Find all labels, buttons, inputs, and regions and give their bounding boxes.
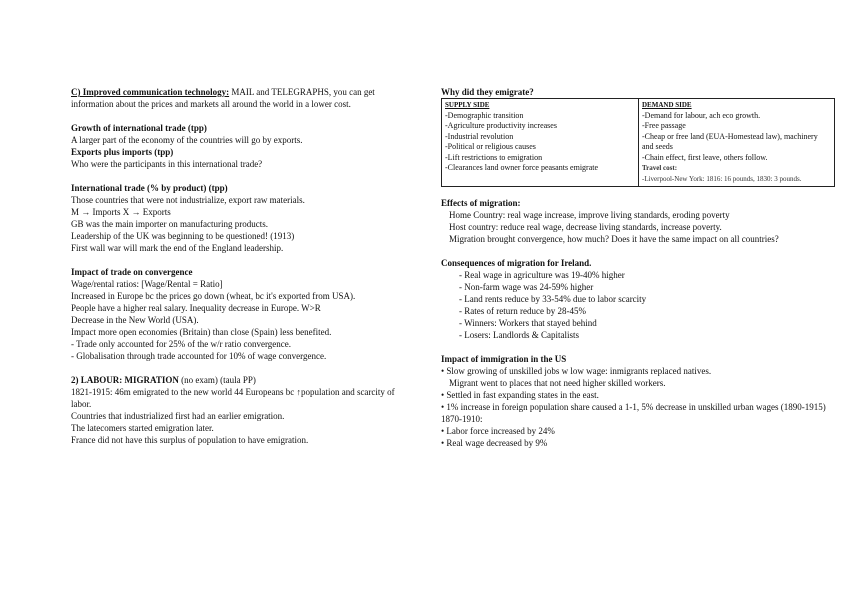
intl-trade-line: Leadership of the UK was beginning to be questioned! (1913) [71,231,295,241]
labour-text: 1821-1915: 46m emigrated to the new world 44 Europeans bc ↑population and scarcity of labor. [71,387,395,409]
effects-line: Home Country: real wage increase, improve living standards, eroding poverty [449,210,730,220]
ireland-item: - Losers: Landlords & Capitalists [459,330,579,340]
intl-trade-title: International trade (% by product) (tpp) [71,183,228,193]
emigration-table [441,98,835,187]
us-bullet-continuation: Migrant went to places that not need higher skilled workers. [449,378,666,388]
ireland-item: - Winners: Workers that stayed behind [459,318,597,328]
supply-item: -Agriculture productivity increases [445,121,557,130]
intl-trade-line: First wall war will mark the end of the England leadership. [71,243,284,253]
ireland-title: Consequences of migration for Ireland. [441,258,592,268]
effects-line: Host country: reduce real wage, decrease living standards, increase poverty. [449,222,722,232]
labour-line: The latecomers started emigration later. [71,423,214,433]
intl-trade-section [71,182,416,254]
convergence-line: - Globalisation through trade accounted for 10% of wage convergence. [71,351,327,361]
ireland-item: - Non-farm wage was 24-59% higher [459,282,594,292]
convergence-line: Increased in Europe bc the prices go down (wheat, bc it's exported from USA). [71,291,356,301]
right-column [441,86,836,461]
intl-trade-line: M → Imports X → Exports [71,207,171,217]
us-bullet: • 1% increase in foreign population share caused a 1-1, 5% decrease in unskilled urban wages (1890-1915) [441,401,836,413]
labour-title: 2) LABOUR: MIGRATION [71,375,179,385]
intl-trade-line: GB was the main importer on manufacturing products. [71,219,268,229]
labour-line: France did not have this surplus of population to have emigration. [71,435,309,445]
communication-title: C) Improved communication technology: [71,87,230,97]
demand-side-cell [639,99,835,187]
supply-item: -Lift restrictions to emigration [445,152,543,162]
supply-item: -Industrial revolution [445,131,514,141]
convergence-line: People have a higher real salary. Inequality decrease in Europe. W>R [71,303,321,313]
us-bullet: • Settled in fast expanding states in the east. [441,389,836,401]
effects-line: Migration brought convergence, how much? Does it have the same impact on all countries? [449,234,779,244]
demand-item: -Chain effect, first leave, others follow. [642,152,768,162]
convergence-title: Impact of trade on convergence [71,267,193,277]
labour-line: Countries that industrialized first had an earlier emigration. [71,411,285,421]
demand-item: -Free passage [642,121,686,130]
convergence-line: Decrease in the New World (USA). [71,315,199,325]
ireland-section [441,257,836,341]
us-year: 1870-1910: [441,414,483,424]
supply-item: -Clearances land owner force peasants emigrate [445,163,599,172]
travel-cost-text: -Liverpool-New York: 1816: 16 pounds, 1830: 3 pounds. [642,174,802,183]
ireland-item: - Land rents reduce by 33-54% due to labor scarcity [459,294,647,304]
us-bullet: • Slow growing of unskilled jobs w low wage: inmigrants replaced natives. [441,365,836,377]
supply-item: -Political or religious causes [445,142,536,151]
communication-text: MAIL and TELEGRAPHS, you can get information about the prices and markets all around the world in a lower cost. [71,87,375,109]
us-bullet: • Labor force increased by 24% [441,425,836,437]
effects-title: Effects of migration: [441,198,521,208]
ireland-item: - Rates of return reduce by 28-45% [459,306,586,316]
convergence-line: - Trade only accounted for 25% of the w/r ratio convergence. [71,339,292,349]
labour-subtitle: (no exam) (taula PP) [178,375,256,385]
communication-section [71,86,416,110]
supply-side-cell [442,99,639,187]
convergence-line: Wage/rental ratios: [Wage/Rental = Ratio] [71,279,223,289]
travel-cost-label: Travel cost: [642,164,678,172]
effects-section [441,197,836,245]
left-column [71,86,416,458]
us-bullet: • Real wage decreased by 9% [441,437,836,449]
labour-section [71,374,416,446]
intl-trade-line: Those countries that were not industrialize, export raw materials. [71,195,305,205]
growth-section [71,122,416,170]
us-immigration-section [441,353,836,449]
supply-side-header: SUPPLY SIDE [445,101,490,109]
growth-title: Growth of international trade (tpp) [71,123,207,133]
demand-item: -Cheap or free land (EUA-Homestead law), machinery and seeds [642,131,818,151]
us-immigration-title: Impact of immigration in the US [441,354,567,364]
why-emigrate-title: Why did they emigrate? [441,87,534,97]
growth-line: A larger part of the economy of the countries will go by exports. [71,135,303,145]
demand-item: -Demand for labour, ach eco growth. [642,110,761,120]
ireland-item: - Real wage in agriculture was 19-40% higher [459,270,625,280]
growth-line: Who were the participants in this international trade? [71,159,263,169]
demand-side-header: DEMAND SIDE [642,101,692,109]
convergence-line: Impact more open economies (Britain) than close (Spain) less benefited. [71,327,332,337]
supply-item: -Demographic transition [445,110,524,120]
convergence-section [71,266,416,362]
growth-line: Exports plus imports (tpp) [71,147,174,157]
